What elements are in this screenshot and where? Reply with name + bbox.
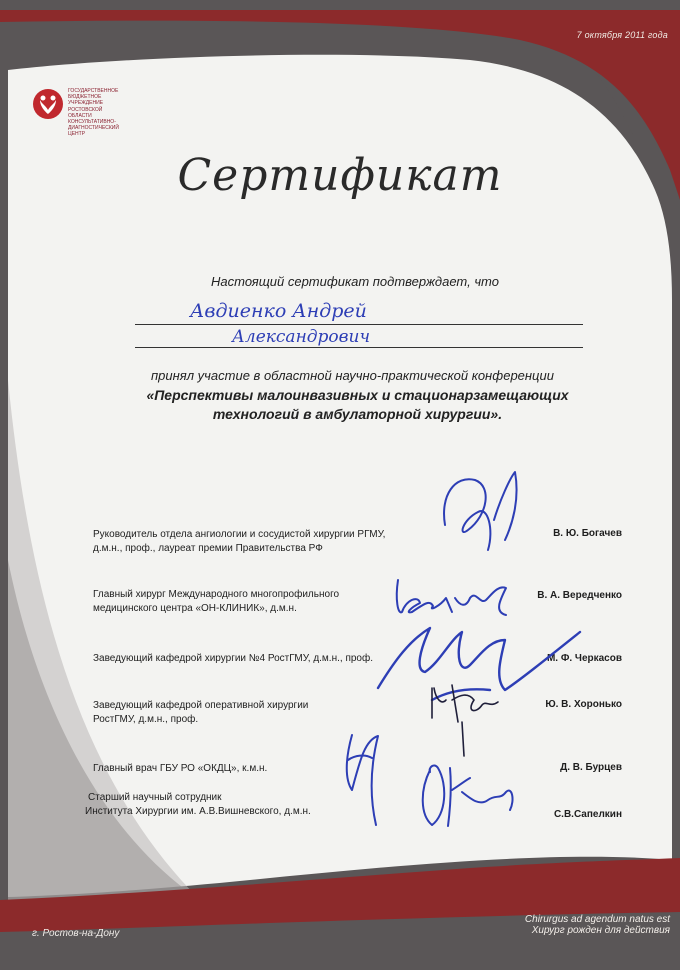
signatory-title-line: Главный врач ГБУ РО «ОКДЦ», к.м.н. [93, 763, 268, 774]
signatory-title-line: Главный хирург Международного многопрофильного [93, 589, 340, 600]
signatory-title-line: Заведующий кафедрой хирургии №4 РостГМУ, д.м.н., проф. [93, 653, 373, 664]
signatory-title-6 [85, 791, 311, 819]
signatory-name-4: Ю. В. Хоронько [545, 699, 622, 710]
certificate-title: Сертификат [177, 150, 503, 201]
signatory-title-2 [93, 588, 339, 616]
signatory-title-1 [93, 528, 385, 556]
recipient-name-line2: Александрович [232, 327, 371, 347]
signatory-name-2: В. А. Вередченко [537, 590, 622, 601]
conference-title [0, 386, 680, 424]
logo-line: БЮДЖЕТНОЕ [68, 94, 102, 101]
signatory-title-line: д.м.н., проф., лауреат премии Правительства РФ [93, 543, 323, 554]
logo-line: РОСТОВСКОЙ [68, 106, 103, 113]
motto-latin: Chirurgus ad agendum natus est [524, 914, 670, 925]
issue-date: 7 октября 2011 года [576, 30, 668, 40]
logo-text [68, 88, 138, 138]
name-underline-1 [135, 324, 583, 325]
signatory-title-3 [93, 652, 373, 666]
signatory-title-line: Руководитель отдела ангиологии и сосудистой хирургии РГМУ, [93, 529, 386, 540]
signatory-title-line: Старший научный сотрудник [88, 792, 222, 803]
signatory-name-5: Д. В. Бурцев [560, 762, 622, 773]
signatory-title-line: РостГМУ, д.м.н., проф. [93, 714, 199, 725]
motto [525, 914, 670, 936]
signatory-title-4 [93, 699, 308, 727]
motto-russian: Хирург рожден для действия [531, 925, 670, 936]
logo-line: ОБЛАСТИ [68, 112, 92, 119]
city-text: г. Ростов-на-Дону [32, 928, 120, 939]
logo-line: ДИАГНОСТИЧЕСКИЙ [68, 125, 119, 132]
conference-title-line2: технологий в амбулаторной хирургии». [212, 406, 503, 422]
signatory-name-3: М. Ф. Черкасов [546, 653, 622, 664]
name-underline-2 [135, 347, 583, 348]
participation-text: принял участие в областной научно-практической конференции [151, 368, 554, 383]
signatory-name-1: В. Ю. Богачев [553, 528, 622, 539]
logo-line: КОНСУЛЬТАТИВНО- [68, 119, 116, 126]
signatory-title-line: Заведующий кафедрой оперативной хирургии [93, 700, 309, 711]
organization-logo [32, 86, 132, 138]
signatory-title-line: Института Хирургии им. А.В.Вишневского, д.м.н. [85, 806, 311, 817]
recipient-name-line1: Авдиенко Андрей [190, 300, 367, 322]
signatory-title-line: медицинского центра «ОН-КЛИНИК», д.м.н. [93, 603, 297, 614]
conference-title-line1: «Перспективы малоинвазивных и стационарзамещающих [146, 387, 569, 403]
logo-line: ЦЕНТР [68, 131, 86, 138]
signatory-name-6: С.В.Сапелкин [553, 809, 622, 820]
logo-line: ГОСУДАРСТВЕННОЕ [68, 88, 119, 94]
logo-line: УЧРЕЖДЕНИЕ [68, 100, 104, 107]
signatory-title-5 [93, 762, 267, 776]
confirm-text: Настоящий сертификат подтверждает, что [211, 274, 499, 289]
people-heart-icon [32, 88, 64, 120]
